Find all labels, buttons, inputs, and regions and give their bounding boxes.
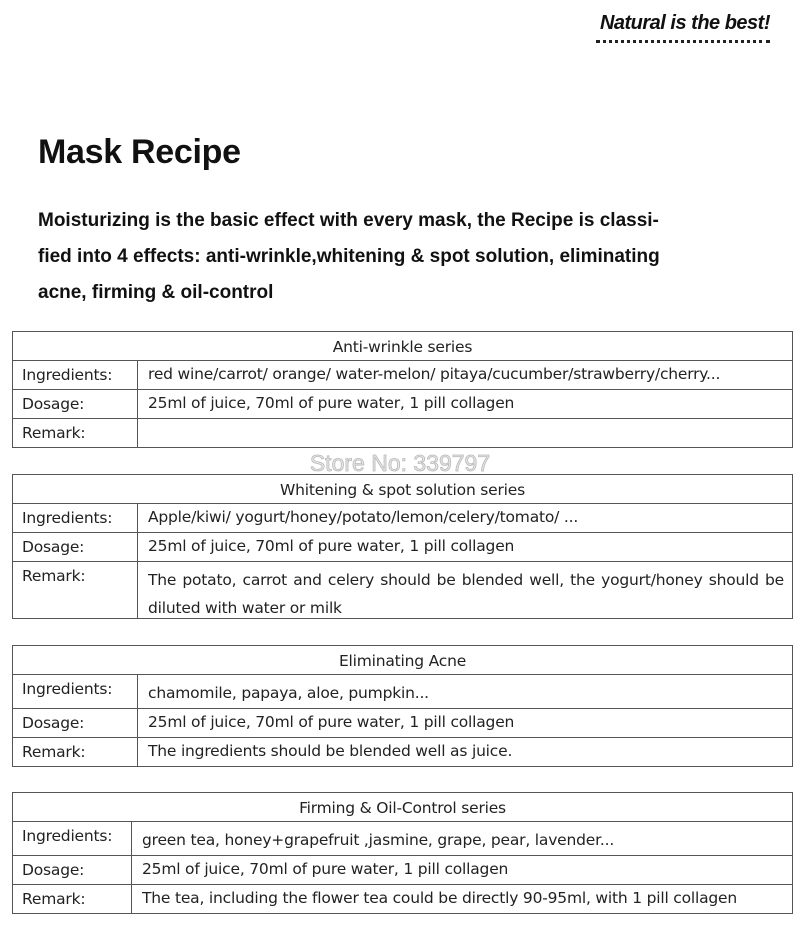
row-label: Ingredients: (22, 509, 113, 527)
row-label: Ingredients: (22, 827, 113, 845)
row-label: Remark: (22, 567, 86, 585)
table-header-row (13, 793, 792, 821)
row-label: Dosage: (22, 861, 85, 879)
table-title: Eliminating Acne (338, 652, 467, 670)
table-title: Anti-wrinkle series (332, 338, 473, 356)
recipe-table-anti-wrinkle (12, 331, 793, 448)
table-row (13, 561, 792, 618)
row-value: The potato, carrot and celery should be blended well, the yogurt/honey should be diluted with water or milk (137, 562, 792, 618)
row-value: chamomile, papaya, aloe, pumpkin... (137, 675, 792, 708)
row-value: The tea, including the flower tea could be directly 90-95ml, with 1 pill collagen (131, 885, 792, 913)
table-title: Whitening & spot solution series (279, 481, 525, 499)
recipe-table-whitening (12, 474, 793, 619)
table-header-row (13, 475, 792, 503)
table-row (13, 360, 792, 389)
table-row (13, 855, 792, 884)
row-label: Remark: (22, 743, 86, 761)
row-label: Dosage: (22, 395, 85, 413)
intro-line: acne, firming & oil-control (38, 282, 274, 303)
row-value: red wine/carrot/ orange/ water-melon/ pitaya/cucumber/strawberry/cherry... (137, 361, 792, 389)
table-row (13, 389, 792, 418)
tagline: Natural is the best! (599, 12, 770, 34)
table-title: Firming & Oil-Control series (299, 799, 506, 817)
intro-line: Moisturizing is the basic effect with every mask, the Recipe is classi- (38, 210, 659, 231)
row-value: 25ml of juice, 70ml of pure water, 1 pill collagen (137, 709, 792, 737)
store-watermark: Store No: 339797 (309, 450, 491, 476)
table-row (13, 674, 792, 708)
table-row (13, 737, 792, 766)
table-row (13, 503, 792, 532)
row-label: Remark: (22, 890, 86, 908)
tagline-underline (596, 40, 770, 43)
recipe-table-firming (12, 792, 793, 914)
table-row (13, 884, 792, 913)
row-label: Ingredients: (22, 366, 113, 384)
recipe-table-acne (12, 645, 793, 767)
row-label: Ingredients: (22, 680, 113, 698)
row-label: Dosage: (22, 538, 85, 556)
row-value: 25ml of juice, 70ml of pure water, 1 pill collagen (137, 390, 792, 418)
table-row (13, 821, 792, 855)
table-row (13, 418, 792, 447)
intro-line: fied into 4 effects: anti-wrinkle,whitening & spot solution, eliminating (38, 246, 660, 267)
table-row (13, 532, 792, 561)
row-label: Dosage: (22, 714, 85, 732)
table-row (13, 708, 792, 737)
row-value: The ingredients should be blended well as juice. (137, 738, 792, 766)
row-value (137, 419, 792, 447)
table-header-row (13, 646, 792, 674)
intro-paragraph (38, 203, 718, 311)
table-header-row (13, 332, 792, 360)
row-value: 25ml of juice, 70ml of pure water, 1 pill collagen (137, 533, 792, 561)
row-label: Remark: (22, 424, 86, 442)
row-value: 25ml of juice, 70ml of pure water, 1 pill collagen (131, 856, 792, 884)
row-value: green tea, honey+grapefruit ,jasmine, grape, pear, lavender... (131, 822, 792, 855)
row-value: Apple/kiwi/ yogurt/honey/potato/lemon/celery/tomato/ ... (137, 504, 792, 532)
page-title: Mask Recipe (38, 133, 241, 171)
